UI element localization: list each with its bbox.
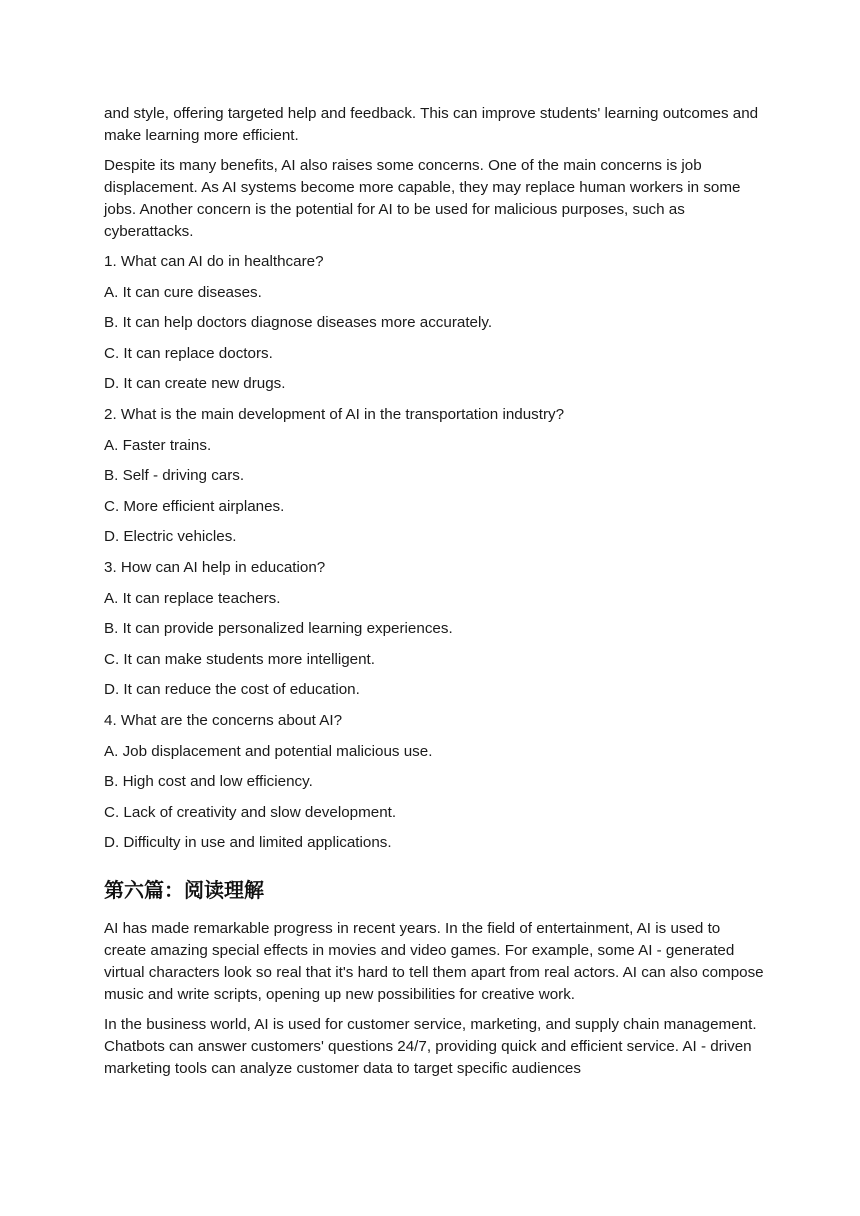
question-block	[104, 251, 764, 395]
answer-option: B. Self - driving cars.	[104, 467, 245, 485]
answer-option: A. It can cure diseases.	[104, 283, 262, 301]
question-block	[104, 404, 764, 548]
document-page	[104, 103, 764, 1088]
question-block	[104, 557, 764, 701]
answer-option: D. Difficulty in use and limited applications.	[104, 834, 392, 852]
question-text: 4. What are the concerns about AI?	[104, 711, 343, 729]
answer-option: D. It can reduce the cost of education.	[104, 681, 360, 699]
answer-option: C. It can replace doctors.	[104, 344, 273, 362]
answer-option: D. Electric vehicles.	[104, 528, 237, 546]
answer-option: B. It can provide personalized learning experiences.	[104, 620, 453, 638]
answer-option: A. Faster trains.	[104, 436, 212, 454]
answer-option: A. Job displacement and potential malicious use.	[104, 742, 433, 760]
question-text: 1. What can AI do in healthcare?	[104, 253, 324, 270]
answer-option: C. More efficient airplanes.	[104, 497, 285, 515]
section-heading: 第六篇：阅读理解	[104, 878, 264, 903]
question-block	[104, 710, 764, 854]
answer-option: B. It can help doctors diagnose diseases more accurately.	[104, 314, 493, 332]
body-paragraph: Despite its many benefits, AI also raises some concerns. One of the main concerns is job displacement. As AI systems become more capable, they may replace human workers in some jobs. Another concern is the potential for AI to be used for malicious purposes, such as cyberattacks.	[104, 157, 741, 240]
body-paragraph: and style, offering targeted help and feedback. This can improve students' learning outcomes and make learning more efficient.	[104, 105, 759, 144]
answer-option: C. It can make students more intelligent.	[104, 650, 375, 668]
answer-option: D. It can create new drugs.	[104, 375, 286, 393]
answer-option: C. Lack of creativity and slow development.	[104, 803, 397, 821]
question-text: 2. What is the main development of AI in the transportation industry?	[104, 405, 565, 423]
body-paragraph: AI has made remarkable progress in recent years. In the field of entertainment, AI is used to create amazing special effects in movies and video games. For example, some AI - generated virtual characters look so real that it's hard to tell them apart from real actors. AI can also compose music and write scripts, opening up new possibilities for creative work.	[104, 920, 764, 1004]
question-text: 3. How can AI help in education?	[104, 558, 326, 576]
answer-option: B. High cost and low efficiency.	[104, 773, 313, 791]
body-paragraph: In the business world, AI is used for customer service, marketing, and supply chain management. Chatbots can answer customers' questions 24/7, providing quick and efficient service. AI - driven marketing tools can analyze customer data to target specific audiences	[104, 1016, 757, 1078]
answer-option: A. It can replace teachers.	[104, 589, 281, 607]
